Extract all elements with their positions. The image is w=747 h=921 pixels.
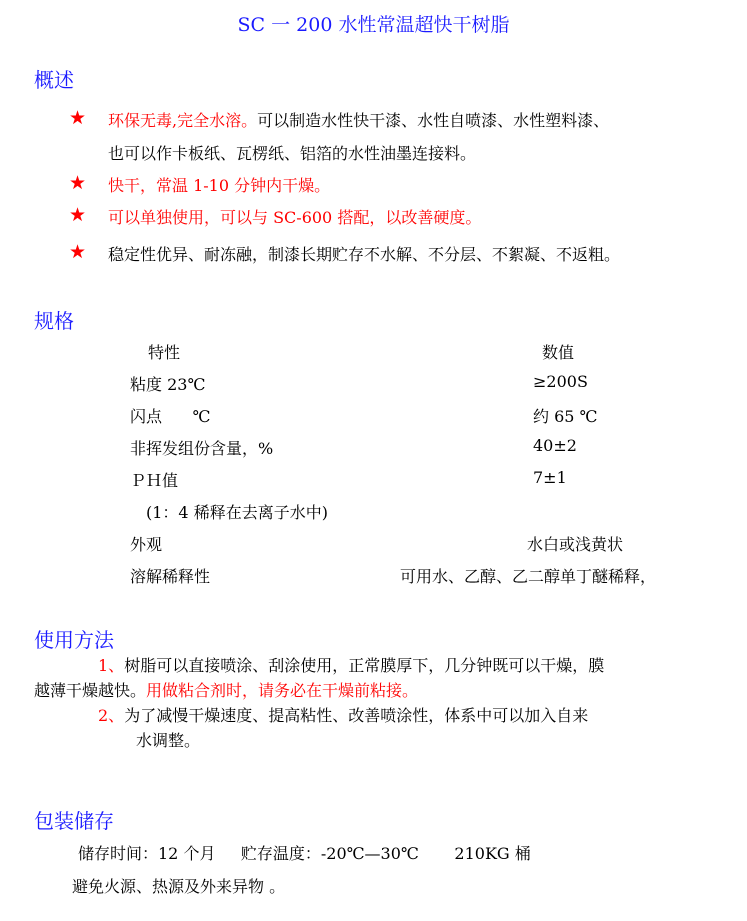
spec-dilution-name: 溶解稀释性 [130,567,211,586]
usage-item-2-number: 2、 [98,706,125,725]
spec-row-name: 粘度 23℃ [130,375,206,394]
spec-row-value: ≥200S [533,372,588,391]
usage-item-2-cont: 水调整。 [136,731,201,750]
star-icon: ★ [69,204,87,226]
overview-bullet-1-text: 可以制造水性快干漆、水性自喷漆、水性塑料漆、 [257,111,610,130]
spec-row-value: 40±2 [533,436,577,455]
page-title: SC 一 200 水性常温超快干树脂 [237,14,510,36]
overview-heading: 概述 [34,68,74,92]
overview-bullet-1 [108,108,609,131]
usage-item-2 [98,703,588,726]
usage-item-1 [98,653,604,676]
overview-bullet-1-cont: 也可以作卡板纸、瓦楞纸、铝箔的水性油墨连接料。 [108,144,477,163]
storage-line-2: 避免火源、热源及外来异物 。 [72,877,286,896]
usage-item-1-cont [34,678,418,701]
overview-bullet-4: 稳定性优异、耐冻融，制漆长期贮存不水解、不分层、不絮凝、不返粗。 [108,245,621,264]
usage-heading: 使用方法 [34,628,114,652]
usage-item-1-warning: 用做粘合剂时，请务必在干燥前粘接。 [146,681,419,700]
spec-col-value: 数值 [542,343,575,362]
spec-dilution-value: 可用水、乙醇、乙二醇单丁醚稀释， [400,567,657,586]
spec-row-value: 约 65 ℃ [533,407,598,426]
storage-line-1: 储存时间：12 个月 贮存温度：-20℃—30℃ 210KG 桶 [78,844,531,863]
spec-row-name: 非挥发组份含量，% [130,439,274,458]
star-icon: ★ [69,107,87,129]
spec-col-property: 特性 [148,343,181,362]
spec-row-name: ＰＨ值 [130,471,179,490]
overview-bullet-2: 快干，常温 1-10 分钟内干燥。 [108,176,331,195]
storage-heading: 包装储存 [34,809,114,833]
usage-item-1-text: 树脂可以直接喷涂、刮涂使用，正常膜厚下，几分钟既可以干燥，膜 [124,656,605,675]
spec-row-name: 闪点 ℃ [130,407,211,426]
spec-row-value: 7±1 [533,468,567,487]
overview-bullet-1-highlight: 环保无毒,完全水溶。 [108,111,258,130]
spec-appearance-name: 外观 [130,535,163,554]
spec-ph-note: (1：4 稀释在去离子水中) [146,503,328,522]
usage-item-1-cont-text: 越薄干燥越快。 [34,681,147,700]
star-icon: ★ [69,172,87,194]
usage-item-2-text: 为了减慢干燥速度、提高粘性、改善喷涂性，体系中可以加入自来 [124,706,589,725]
star-icon: ★ [69,241,87,263]
usage-item-1-number: 1、 [98,656,125,675]
spec-heading: 规格 [34,309,74,333]
spec-appearance-value: 水白或浅黄状 [527,535,624,554]
overview-bullet-3: 可以单独使用，可以与 SC-600 搭配，以改善硬度。 [108,208,482,227]
